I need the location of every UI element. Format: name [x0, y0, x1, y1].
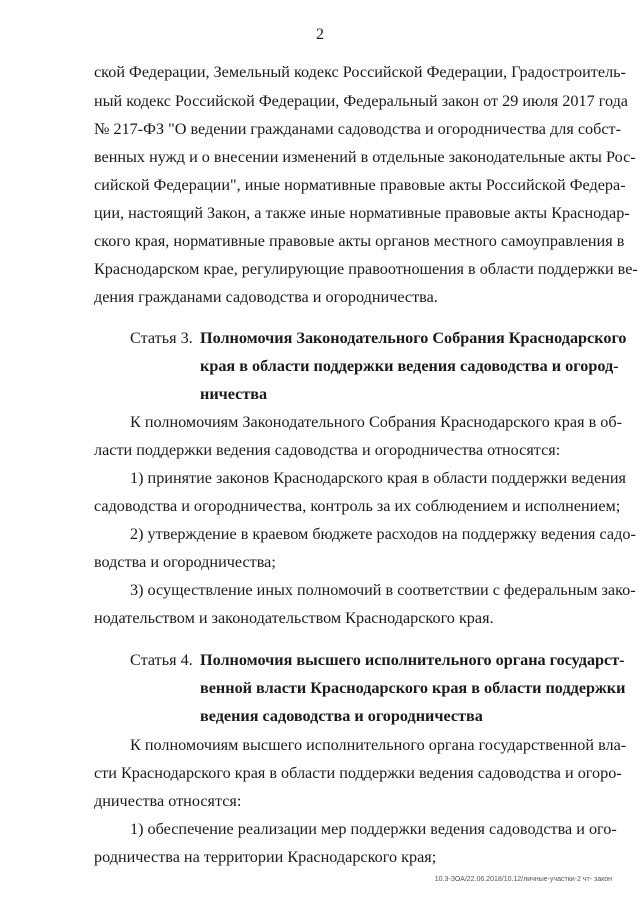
article3-body-line-4: садоводства и огородничества, контроль за их соблюдением и исполнением;: [94, 497, 621, 515]
article4-body-line-3: дничества относятся:: [94, 792, 242, 810]
article4-body-line-2: сти Краснодарского края в области поддержки ведения садоводства и огоро-: [94, 764, 622, 782]
article3-body-line-5: 2) утверждение в краевом бюджете расходов на поддержку ведения садо-: [130, 525, 636, 543]
article3-body-line-6: водства и огородничества;: [94, 553, 276, 571]
intro-line-3: № 217-ФЗ "О ведении гражданами садоводства и огородничества для собст-: [94, 120, 622, 138]
article4-label: Статья 4.: [130, 651, 193, 669]
article3-body-line-2: ласти поддержки ведения садоводства и огородничества относятся:: [94, 441, 561, 459]
article4-body-line-1: К полномочиям высшего исполнительного органа государственной вла-: [130, 736, 627, 754]
article4-body-line-4: 1) обеспечение реализации мер поддержки ведения садоводства и ого-: [130, 820, 617, 838]
footer-document-code: 10.3-ЗОА/22.06.2018/10.12/личные-участки-2 чт- закон: [434, 876, 612, 883]
intro-line-1: ской Федерации, Земельный кодекс Российской Федерации, Градостроитель-: [94, 63, 626, 81]
article4-title-line-2: венной власти Краснодарского края в области поддержки: [200, 679, 626, 697]
page-number: 2: [316, 26, 324, 43]
article4-title-line-3: ведения садоводства и огородничества: [200, 707, 483, 725]
article4-title-line-1: Полномочия высшего исполнительного органа государст-: [200, 651, 625, 669]
article3-body-line-7: 3) осуществление иных полномочий в соответствии с федеральным зако-: [130, 581, 636, 599]
intro-line-2: ный кодекс Российской Федерации, Федеральный закон от 29 июля 2017 года: [94, 92, 628, 110]
article4-body-line-5: родничества на территории Краснодарского края;: [94, 848, 437, 866]
article3-label: Статья 3.: [130, 329, 193, 347]
intro-line-5: сийской Федерации", иные нормативные правовые акты Российской Федера-: [94, 176, 626, 194]
article3-body-line-8: нодательством и законодательством Краснодарского края.: [94, 609, 494, 627]
intro-line-6: ции, настоящий Закон, а также иные нормативные правовые акты Краснодар-: [94, 204, 630, 222]
article3-title-line-3: ничества: [200, 385, 268, 403]
intro-line-7: ского края, нормативные правовые акты органов местного самоуправления в: [94, 232, 625, 250]
intro-line-8: Краснодарском крае, регулирующие правоотношения в области поддержки ве-: [94, 260, 638, 278]
article3-body-line-1: К полномочиям Законодательного Собрания Краснодарского края в об-: [130, 413, 622, 431]
intro-line-9: дения гражданами садоводства и огородничества.: [94, 288, 438, 306]
article3-body-line-3: 1) принятие законов Краснодарского края в области поддержки ведения: [130, 469, 626, 487]
intro-line-4: венных нужд и о внесении изменений в отдельные законодательные акты Рос-: [94, 148, 636, 166]
article3-title-line-2: края в области поддержки ведения садоводства и огород-: [200, 357, 619, 375]
article3-title-line-1: Полномочия Законодательного Собрания Краснодарского: [200, 329, 627, 347]
